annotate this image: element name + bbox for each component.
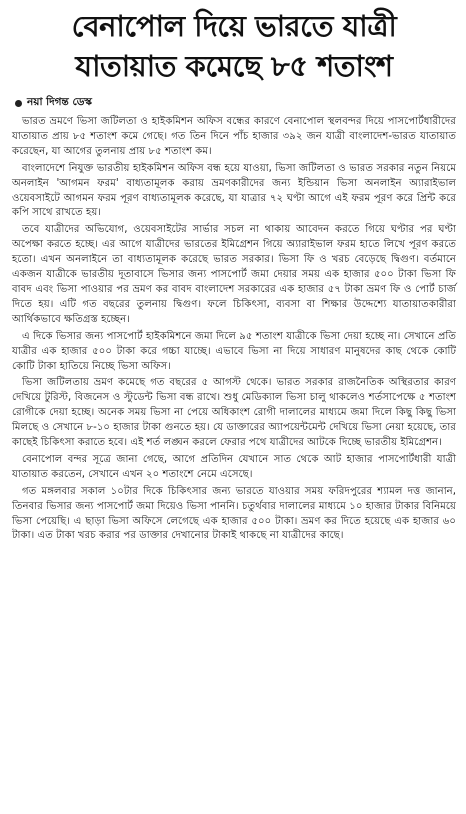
headline-line-2: যাতায়াত কমেছে ৮৫ শতাংশ bbox=[75, 49, 393, 83]
headline-line-1: বেনাপোল দিয়ে ভারতে যাত্রী bbox=[71, 9, 397, 43]
paragraph: তবে যাত্রীদের অভিযোগ, ওয়েবসাইটের সার্ভার সচল না থাকায় আবেদন করতে গিয়ে ঘণ্টার পর ঘণ্টা অপেক্ষা করতে হচ্ছে। এর আগে যাত্রীদের ভারতের ইমিগ্রেশন গিয়ে অ্যারাইভাল ফরম হাতে লিখে পূরণ করতে হতো। এখন অনলাইনে তা বাধ্যতামূলক করেছে ভারত সরকার। ভিসা ফি ও খরচ বেড়েছে দ্বিগুণ। বর্তমানে একজন যাত্রীকে ভারতীয় দূতাবাসে ভিসার জন্য পাসপোর্ট জমা দেয়ার সময় এক হাজার ৫০০ টাকা ভিসা ফি বাবদ এবং ভিসা পাওয়ার পর ভ্রমণ কর বাবদ বাংলাদেশ সরকারের এক হাজার ৫৭ টাকা ভ্রমণ ফি ও পোর্ট চার্জ দিতে হয়। এটি গত বছরের তুলনায় দ্বিগুণ। ফলে চিকিৎসা, ব্যবসা বা শিক্ষার উদ্দেশ্যে যাতায়াতকারীরা আর্থিকভাবে ক্ষতিগ্রস্ত হচ্ছেন। bbox=[12, 224, 456, 325]
paragraph: বাংলাদেশে নিযুক্ত ভারতীয় হাইকমিশন অফিস বন্ধ হয়ে যাওয়া, ভিসা জটিলতা ও ভারত সরকার নতুন নিয়মে অনলাইন 'আগমন ফরম' বাধ্যতামূলক করায় ভ্রমণকারীদের জন্য ইন্ডিয়ান ভিসা অনলাইন অ্যারাইভাল ওয়েবসাইটে আগমন ফরম পূরণ বাধ্যতামূলক করেছে, যা যাত্রার ৭২ ঘণ্টা আগে এই ফরম পূরণ করে প্রিন্ট করে কপি সাথে রাখতে হয়। bbox=[12, 162, 456, 219]
bullet-icon bbox=[15, 100, 22, 107]
headline bbox=[12, 6, 456, 86]
article-body bbox=[12, 115, 456, 544]
byline bbox=[12, 94, 456, 112]
byline-desk: নয়া দিগন্ত ডেস্ক bbox=[27, 95, 92, 108]
paragraph: এ দিকে ভিসার জন্য পাসপোর্ট হাইকমিশনে জমা দিলে ৯৫ শতাংশ যাত্রীকে ভিসা দেয়া হচ্ছে না। সেখানে প্রতি যাত্রীর এক হাজার ৫০০ টাকা করে গচ্চা যাচ্ছে। এভাবে ভিসা না দিয়ে সাধারণ মানুষদের কাছ থেকে কোটি কোটি টাকা হাতিয়ে নিচ্ছে ভিসা অফিস। bbox=[12, 330, 456, 372]
paragraph: ভারত ভ্রমণে ভিসা জটিলতা ও হাইকমিশন অফিস বন্ধের কারণে বেনাপোল স্থলবন্দর দিয়ে পাসপোর্টধারীদের যাতায়াত প্রায় ৮৫ শতাংশ কমে গেছে। গত তিন দিনে পাঁচ হাজার ৩৯২ জন যাত্রী বাংলাদেশ-ভারত যাতায়াত করেছেন, যা আগের তুলনায় প্রায় ৮৫ শতাংশ কম। bbox=[12, 116, 456, 157]
paragraph: গত মঙ্গলবার সকাল ১০টার দিকে চিকিৎসার জন্য ভারতে যাওয়ার সময় ফরিদপুরের শ্যামল দত্ত জানান, তিনবার ভিসার জন্য পাসপোর্ট জমা দিয়েও ভিসা পাননি। চতুর্থবার দালালের মাধ্যমে ১০ হাজার টাকার বিনিময়ে ভিসা পেয়েছি। এ ছাড়া ভিসা অফিসে লেগেছে এক হাজার ৫০০ টাকা। ভ্রমণ কর দিতে হয়েছে এক হাজার ৬০ টাকা। এত টাকা খরচ করার পর ডাক্তার দেখানোর টাকাই থাকছে না যাত্রীদের কাছে। bbox=[12, 485, 456, 542]
paragraph: বেনাপোল বন্দর সূত্রে জানা গেছে, আগে প্রতিদিন যেখানে সাত থেকে আট হাজার পাসপোর্টধারী যাত্রী যাতায়াত করতেন, সেখানে এখন ২০ শতাংশে নেমে এসেছে। bbox=[12, 453, 456, 480]
paragraph: ভিসা জটিলতায় ভ্রমণ কমেছে গত বছরের ৫ আগস্ট থেকে। ভারত সরকার রাজনৈতিক অস্থিরতার কারণ দেখিয়ে টুরিস্ট, বিজনেস ও স্টুডেন্ট ভিসা বন্ধ রাখে। শুধু মেডিক্যাল ভিসা চালু থাকলেও শর্তসাপেক্ষে ৫ শতাংশ রোগীকে দেয়া হচ্ছে। অনেক সময় ভিসা না পেয়ে অধিকাংশ রোগী দালালের মাধ্যমে জমা দিলে কিছু কিছু ভিসা মিলছে ও সেখানে ৮-১০ হাজার টাকা গুনতে হয়। যে ডাক্তারের অ্যাপয়েন্টমেন্ট দেখিয়ে ভিসা নেয়া হয়েছে, তার কাছেই চিকিৎসা করাতে হবে। এই শর্ত লঙ্ঘন করলে ফেরার পথে যাত্রীদের আটকে দিচ্ছে ভারতীয় ইমিগ্রেশন। bbox=[12, 377, 456, 449]
